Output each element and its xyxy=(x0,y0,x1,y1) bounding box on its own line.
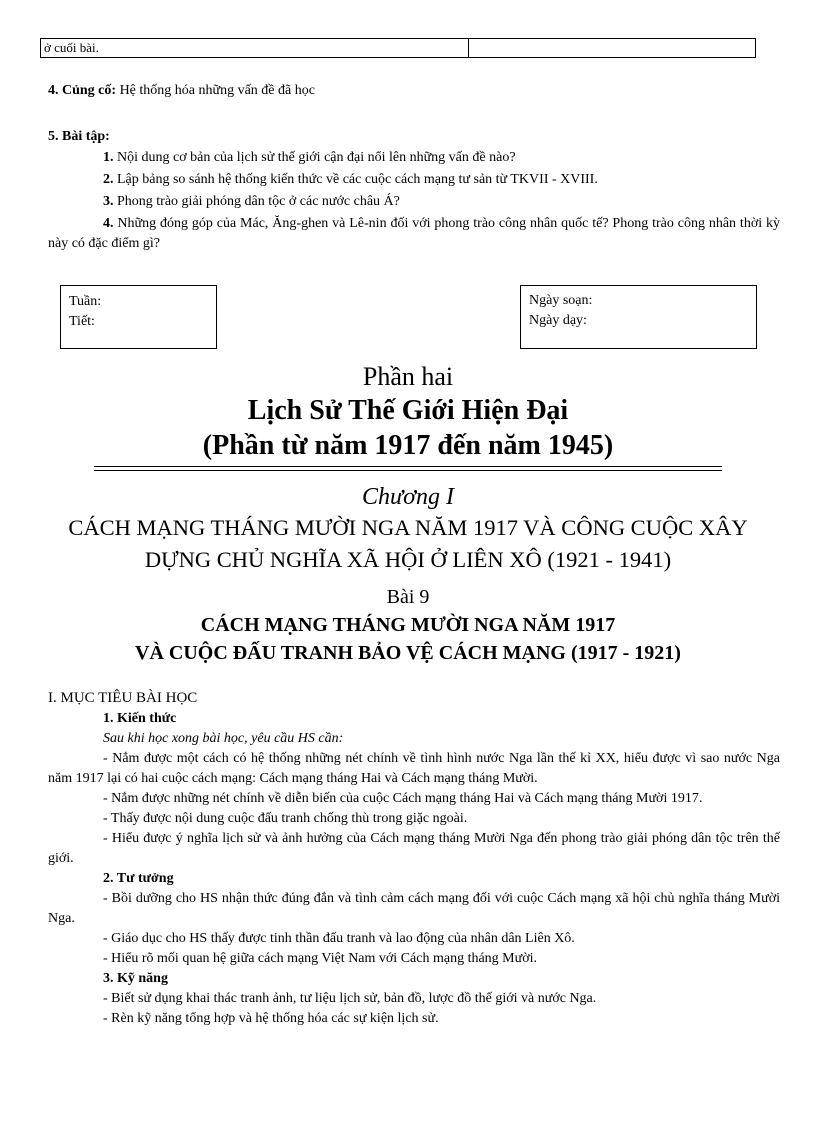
top-table-cell-1: ở cuối bài. xyxy=(41,39,469,57)
item-text: Nội dung cơ bản của lịch sử thế giới cận đại nổi lên những vấn đề nào? xyxy=(113,150,516,165)
week-period-box xyxy=(60,285,217,349)
knowledge-item: - Nắm được một cách có hệ thống những nét chính về tình hình nước Nga lần thế kỉ XX, hiểu được vì sao nước Nga năm 1917 lại có hai cuộc cách mạng: Cách mạng tháng Hai và Cách mạng tháng Mười. xyxy=(48,751,780,786)
skills-item: - Biết sử dụng khai thác tranh ảnh, tư liệu lịch sử, bản đồ, lược đồ thế giới và nước Nga. xyxy=(103,991,597,1006)
item-text: Phong trào giải phóng dân tộc ở các nước châu Á? xyxy=(113,194,400,209)
ideology-item: - Giáo dục cho HS thấy được tinh thần đấu tranh và lao động của nhân dân Liên Xô. xyxy=(103,931,575,946)
part-title: Lịch Sử Thế Giới Hiện Đại xyxy=(247,395,569,426)
top-table-row xyxy=(40,38,756,58)
knowledge-heading: 1. Kiến thức xyxy=(103,711,177,726)
chapter-title-line-2: DỰNG CHỦ NGHĨA XÃ HỘI Ở LIÊN XÔ (1921 - 1941) xyxy=(144,547,672,572)
bai-tap-item xyxy=(48,192,780,212)
objectives-body xyxy=(48,709,780,1029)
item-number: 2. xyxy=(103,172,114,187)
knowledge-item: - Hiểu được ý nghĩa lịch sử và ảnh hưởng của Cách mạng tháng Mười Nga đến phong trào giải phóng dân tộc trên thế giới. xyxy=(48,831,780,866)
chapter-label: Chương I xyxy=(362,484,454,510)
divider-bottom xyxy=(94,470,722,471)
part-subtitle: (Phần từ năm 1917 đến năm 1945) xyxy=(202,430,614,461)
knowledge-item: - Nắm được những nét chính về diễn biến của cuộc Cách mạng tháng Hai và Cách mạng tháng Mười 1917. xyxy=(103,791,703,806)
bai-tap-item xyxy=(48,214,780,254)
bai-tap-list xyxy=(48,148,780,254)
teach-date-label: Ngày dạy: xyxy=(529,313,587,328)
cung-co-text: Hệ thống hóa những vấn đề đã học xyxy=(116,83,315,98)
divider-top xyxy=(94,466,722,467)
knowledge-item: - Thấy được nội dung cuộc đấu tranh chống thù trong giặc ngoài. xyxy=(103,811,468,826)
period-label: Tiết: xyxy=(69,314,95,329)
section-heading: I. MỤC TIÊU BÀI HỌC xyxy=(48,690,198,706)
prep-date-label: Ngày soạn: xyxy=(529,293,593,308)
top-table-cell-2 xyxy=(469,39,755,57)
cung-co-label: 4. Củng cố: xyxy=(48,83,117,98)
bai-tap-heading: 5. Bài tập: xyxy=(48,129,110,144)
item-text: Lập bảng so sánh hệ thống kiến thức về các cuộc cách mạng tư sản từ TKVII - XVIII. xyxy=(113,172,598,187)
part-label: Phần hai xyxy=(362,362,454,391)
skills-heading: 3. Kỹ năng xyxy=(103,971,168,986)
ideology-item: - Bồi dưỡng cho HS nhận thức đúng đắn và tình cảm cách mạng đối với cuộc Cách mạng xã hội chủ nghĩa tháng Mười Nga. xyxy=(48,891,780,926)
item-number: 3. xyxy=(103,194,114,209)
lesson-label: Bài 9 xyxy=(386,586,430,608)
item-number: 1. xyxy=(103,150,114,165)
lesson-title-line-2: VÀ CUỘC ĐẤU TRANH BẢO VỆ CÁCH MẠNG (1917 - 1921) xyxy=(135,642,681,664)
bai-tap-item xyxy=(48,170,780,190)
cung-co-line xyxy=(48,81,315,101)
date-box xyxy=(520,285,757,349)
ideology-heading: 2. Tư tưởng xyxy=(103,871,174,886)
item-number: 4. xyxy=(103,216,114,231)
week-label: Tuần: xyxy=(69,294,102,309)
lesson-title-line-1: CÁCH MẠNG THÁNG MƯỜI NGA NĂM 1917 xyxy=(200,614,616,636)
ideology-item: - Hiểu rõ mối quan hệ giữa cách mạng Việt Nam với Cách mạng tháng Mười. xyxy=(103,951,537,966)
knowledge-intro: Sau khi học xong bài học, yêu cầu HS cần: xyxy=(103,731,344,746)
skills-item: - Rèn kỹ năng tổng hợp và hệ thống hóa các sự kiện lịch sử. xyxy=(103,1011,439,1026)
item-text: Những đóng góp của Mác, Ăng-ghen và Lê-nin đối với phong trào công nhân quốc tế? Phong trào công nhân thời kỳ này có đặc điểm gì? xyxy=(48,216,780,251)
bai-tap-item xyxy=(48,148,780,168)
chapter-title-line-1: CÁCH MẠNG THÁNG MƯỜI NGA NĂM 1917 VÀ CÔNG CUỘC XÂY xyxy=(68,515,748,540)
